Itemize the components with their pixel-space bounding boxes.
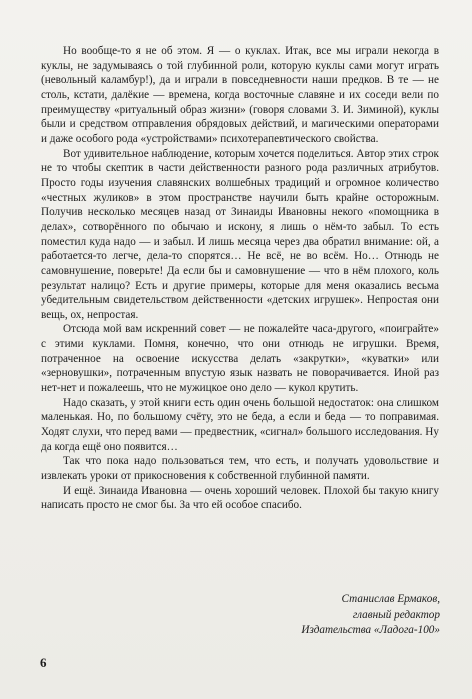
signature-name: Станислав Ермаков, (341, 593, 440, 605)
paragraph-4: Надо сказать, у этой книги есть один очень большой недостаток: она слишком маленькая. Но, по большому счёту, это не беда, а если и беда — то поправимая. Ходят слухи, что перед вами — предвестник, «сигнал» большого исследования. Ну да когда ещё оно появится… (41, 396, 439, 453)
body-text (41, 44, 439, 513)
paragraph-2: Вот удивительное наблюдение, которым хочется поделиться. Автор этих строк не то чтобы скептик в части действенности разного рода различных атрибутов. Просто годы изучения славянских волшебных традиций и огромное количество «честных жуликов» в этом пространстве научили быть крайне осторожным. Получив несколько месяцев назад от Зинаиды Ивановны некого «помощника в делах», сотворённого по обычаю и искону, я лишь о нём-то забыл. То есть поместил куда надо — и забыл. И лишь месяца через два обратил внимание: ой, а работается-то легче, дела-то спорятся… Не всё, не во всём. Но… Отнюдь не самовнушение, поверьте! Да если бы и самовнушение — что в нём плохого, коль результат налицо? Есть и другие примеры, которые для меня оказались весьма убедительным свидетельством действенности «детских игрушек». Непростая они вещь, ох, непростая. (41, 147, 439, 321)
paragraph-5: Так что пока надо пользоваться тем, что есть, и получать удовольствие и извлекать уроки от прикосновения к собственной глубинной памяти. (41, 455, 439, 483)
signature-publisher: Издательства «Ладога-100» (301, 624, 440, 636)
paragraph-1: Но вообще-то я не об этом. Я — о куклах. Итак, все мы играли некогда в куклы, не задумываясь о той глубинной роли, которую куклы сами могут играть (невольный каламбур!), да и играли в повседневности наши предков. В те — не столь, кстати, далёкие — времена, когда восточные славяне и их соседи вели по преимуществу «ритуальный образ жизни» (говоря словами З. И. Зиминой), куклы были и средством отправления обрядовых действий, и магическими операторами и даже особого рода «устройствами» психотерапевтического свойства. (41, 45, 439, 145)
paragraph-3: Отсюда мой вам искренний совет — не пожалейте часа-другого, «поиграйте» с этими куклами. Помня, конечно, что они отнюдь не игрушки. Время, потраченное на освоение искусства делать «закрутки», «куватки» или «зерновушки», потраченным впустую язык назвать не поворачивается. Иной раз нет-нет и пожалеешь, что не мужицкое оно дело — кукол крутить. (41, 323, 439, 395)
signature-block (220, 592, 440, 639)
paragraph-6: И ещё. Зинаида Ивановна — очень хороший человек. Плохой бы такую книгу написать просто не смог бы. За что ей особое спасибо. (41, 484, 439, 512)
signature-role: главный редактор (352, 608, 440, 621)
page-number: 6 (40, 655, 47, 670)
